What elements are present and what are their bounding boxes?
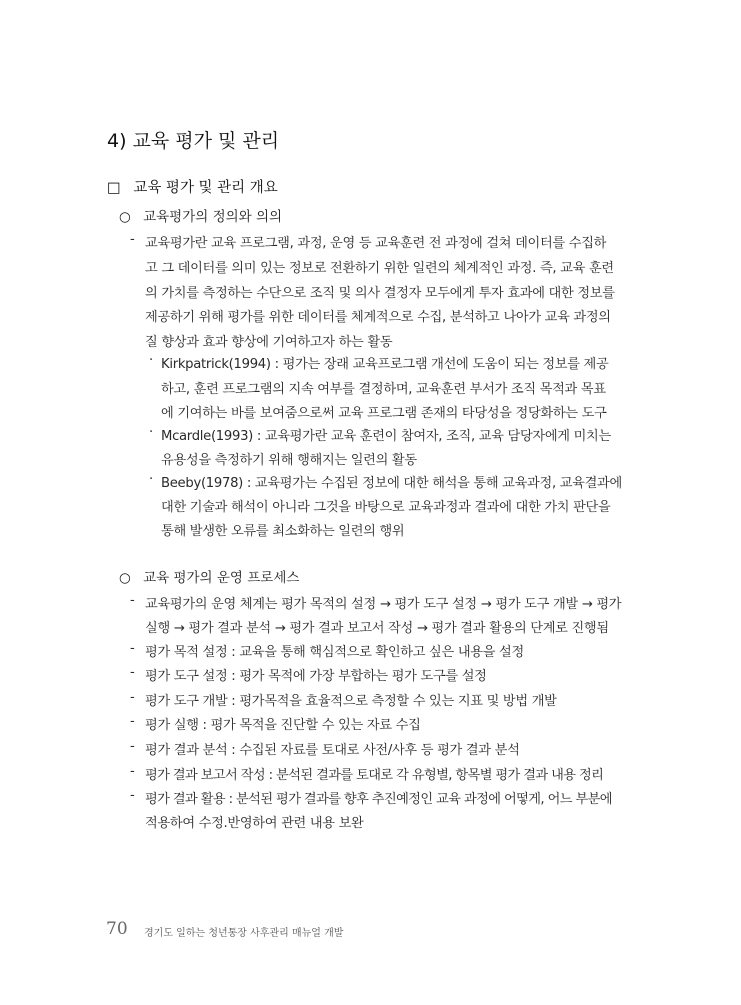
text-line: 고 그 데이터를 의미 있는 정보로 전환하기 위한 일련의 체계적인 과정. 즉, 교육 훈련 <box>145 261 614 276</box>
text-line: 유용성을 측정하기 위해 행해지는 일련의 활동 <box>161 453 417 468</box>
text-line: 의 가치를 측정하는 수단으로 조직 및 의사 결정자 모두에게 투자 효과에 대한 정보를 <box>145 286 615 301</box>
text-line: 평가 목적 설정 : 교육을 통해 핵심적으로 확인하고 싶은 내용을 설정 <box>145 645 524 660</box>
bullet-marker: · <box>149 353 154 368</box>
text-line: Kirkpatrick(1994) : 평가는 장래 교육프로그램 개선에 도움이 되는 정보를 제공 <box>161 357 609 372</box>
dash-marker: - <box>130 641 135 656</box>
dash-marker: - <box>130 593 135 608</box>
text-line: 평가 도구 설정 : 평가 목적에 가장 부합하는 평가 도구를 설정 <box>145 669 487 684</box>
text-line: 통해 발생한 오류를 최소화하는 일련의 행위 <box>161 524 405 539</box>
text-line: 교육평가의 운영 체계는 평가 목적의 설정 → 평가 도구 설정 → 평가 도구 개발 → 평가 <box>145 597 622 612</box>
dash-marker: - <box>130 788 135 803</box>
circle-marker-icon: ○ <box>119 570 131 586</box>
text-line: 에 기여하는 바를 보여줌으로써 교육 프로그램 존재의 타당성을 정당화하는 도구 <box>161 406 607 421</box>
bullet-marker: · <box>149 425 154 440</box>
text-line: 제공하기 위해 평가를 위한 데이터를 체계적으로 수집, 분석하고 나아가 교육 과정의 <box>145 310 611 325</box>
subsection-title: 교육평가의 정의와 의의 <box>143 209 283 225</box>
text-line: Beeby(1978) : 교육평가는 수집된 정보에 대한 해석을 통해 교육과정, 교육결과에 <box>161 476 622 491</box>
text-line: 평가 결과 보고서 작성 : 분석된 결과를 토대로 각 유형별, 항목별 평가 결과 내용 정리 <box>145 768 604 783</box>
text-line: 평가 도구 개발 : 평가목적을 효율적으로 측정할 수 있는 지표 및 방법 개발 <box>145 694 557 709</box>
footer-title: 경기도 일하는 청년통장 사후관리 매뉴얼 개발 <box>144 928 344 939</box>
subsection-title: 교육 평가의 운영 프로세스 <box>143 570 300 586</box>
text-line: 평가 결과 분석 : 수집된 자료를 토대로 사전/사후 등 평가 결과 분석 <box>145 743 520 758</box>
text-line: Mcardle(1993) : 교육평가란 교육 훈련이 참여자, 조직, 교육 담당자에게 미치는 <box>161 429 611 444</box>
text-line: 하고, 훈련 프로그램의 지속 여부를 결정하며, 교육훈련 부서가 조직 목적과 목표 <box>161 382 606 397</box>
text-line: 평가 실행 : 평가 목적을 진단할 수 있는 자료 수집 <box>145 718 421 733</box>
dash-marker: - <box>130 714 135 729</box>
text-line: 평가 결과 활용 : 분석된 평가 결과를 향후 추진예정인 교육 과정에 어떻게, 어느 부분에 <box>145 792 612 807</box>
text-line: 실행 → 평가 결과 분석 → 평가 결과 보고서 작성 → 평가 결과 활용의 단계로 진행됨 <box>145 621 609 636</box>
bullet-marker: · <box>149 472 154 487</box>
dash-marker: - <box>130 232 135 247</box>
dash-marker: - <box>130 764 135 779</box>
subsection-heading-process <box>119 566 299 586</box>
circle-marker-icon: ○ <box>119 209 131 225</box>
text-line: 교육평가란 교육 프로그램, 과정, 운영 등 교육훈련 전 과정에 걸쳐 데이터를 수집하 <box>145 236 607 251</box>
dash-marker: - <box>130 665 135 680</box>
dash-marker: - <box>130 690 135 705</box>
square-marker-icon: □ <box>107 180 121 196</box>
text-line: 적용하여 수정.반영하여 관련 내용 보완 <box>145 816 364 831</box>
subsection-heading-definition <box>119 205 282 225</box>
page-number: 70 <box>106 919 128 939</box>
dash-marker: - <box>130 739 135 754</box>
chapter-heading: 4) 교육 평가 및 관리 <box>107 130 280 152</box>
text-line: 질 향상과 효과 향상에 기여하고자 하는 활동 <box>145 335 393 350</box>
section-heading <box>107 176 278 197</box>
section-title: 교육 평가 및 관리 개요 <box>133 180 278 196</box>
text-line: 대한 기술과 해석이 아니라 그것을 바탕으로 교육과정과 결과에 대한 가치 판단을 <box>161 500 611 515</box>
